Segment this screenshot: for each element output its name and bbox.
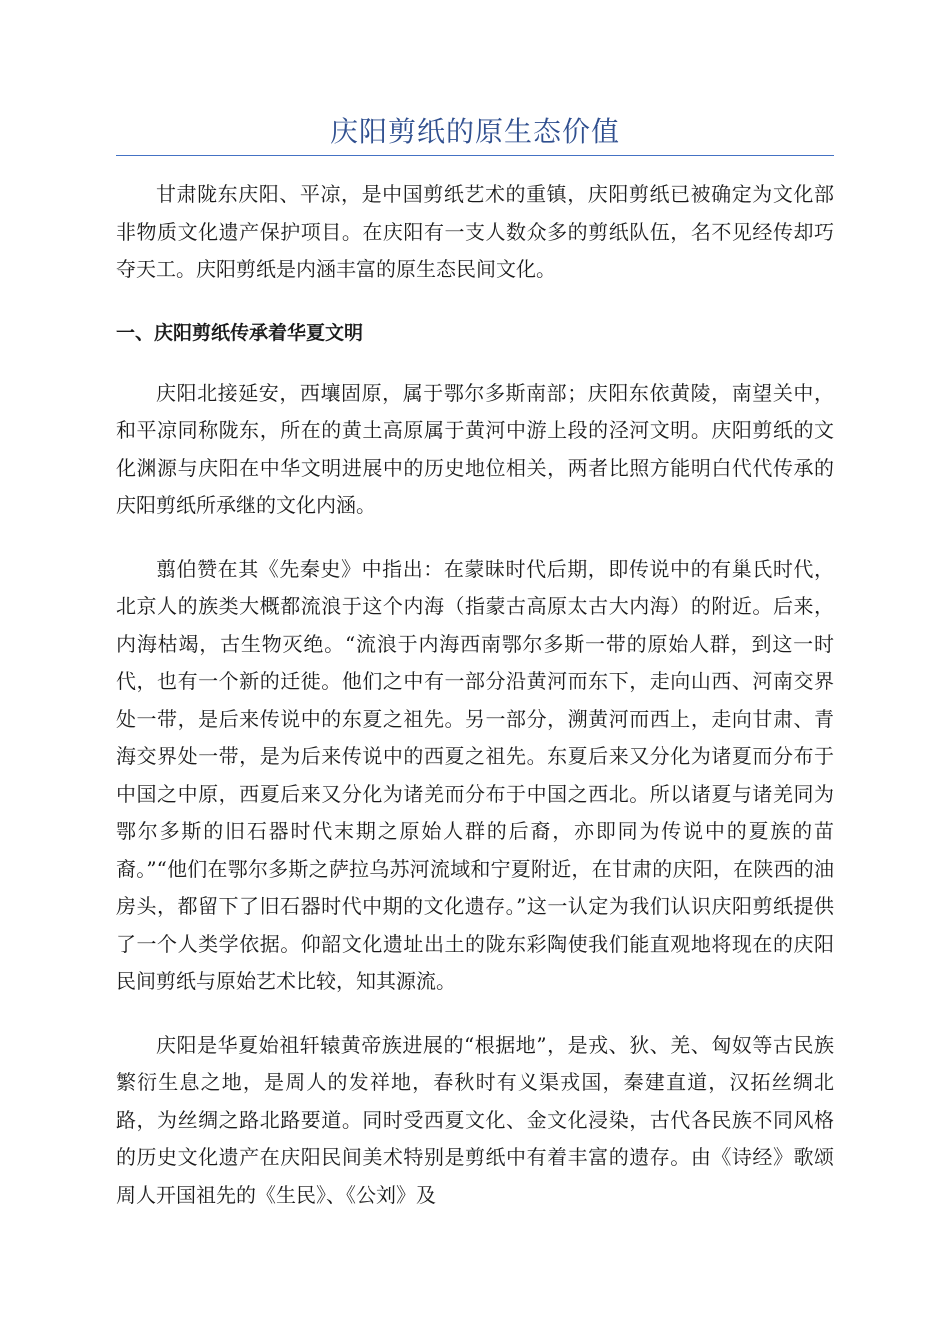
body-paragraph: 庆阳是华夏始祖轩辕黄帝族进展的“根据地”，是戎、狄、羌、匈奴等古民族繁衍生息之地，是周人的发祥地，春秋时有义渠戎国，秦建直道，汉拓丝绸北路，为丝绸之路北路要道。同时受西夏文化、金文化浸染，古代各民族不同风格的历史文化遗产在庆阳民间美术特别是剪纸中有着丰富的遗存。由《诗经》歌颂周人开国祖先的《生民》、《公刘》及 xyxy=(116,1032,834,1207)
title-underline xyxy=(116,155,834,156)
body-paragraph: 翦伯赞在其《先秦史》中指出：在蒙昧时代后期，即传说中的有巢氏时代，北京人的族类大概都流浪于这个内海（指蒙古高原太古大内海）的附近。后来，内海枯竭，古生物灭绝。“流浪于内海西南鄂尔多斯一带的原始人群，到这一时代，也有一个新的迁徙。他们之中有一部分沿黄河而东下，走向山西、河南交界处一带，是后来传说中的东夏之祖先。另一部分，溯黄河而西上，走向甘肃、青海交界处一带，是为后来传说中的西夏之祖先。东夏后来又分化为诸夏而分布于中国之中原，西夏后来又分化为诸羌而分布于中国之西北。所以诸夏与诸羌同为鄂尔多斯的旧石器时代末期之原始人群的后裔，亦即同为传说中的夏族的苗裔。”“他们在鄂尔多斯之萨拉乌苏河流域和宁夏附近，在甘肃的庆阳，在陕西的油房头，都留下了旧石器时代中期的文化遗存。”这一认定为我们认识庆阳剪纸提供了一个人类学依据。仰韶文化遗址出土的陇东彩陶使我们能直观地将现在的庆阳民间剪纸与原始艺术比较，知其源流。 xyxy=(116,556,834,993)
page-title: 庆阳剪纸的原生态价值 xyxy=(329,115,620,148)
section-heading: 一、庆阳剪纸传承着华夏文明 xyxy=(116,321,364,344)
intro-paragraph: 甘肃陇东庆阳、平凉，是中国剪纸艺术的重镇，庆阳剪纸已被确定为文化部非物质文化遗产保护项目。在庆阳有一支人数众多的剪纸队伍，名不见经传却巧夺天工。庆阳剪纸是内涵丰富的原生态民间文化。 xyxy=(116,182,834,281)
document-body xyxy=(116,176,834,1240)
body-paragraph: 庆阳北接延安，西壤固原，属于鄂尔多斯南部；庆阳东依黄陵，南望关中，和平凉同称陇东，所在的黄土高原属于黄河中游上段的泾河文明。庆阳剪纸的文化渊源与庆阳在中华文明进展中的历史地位相关，两者比照方能明白代代传承的庆阳剪纸所承继的文化内涵。 xyxy=(116,380,834,517)
